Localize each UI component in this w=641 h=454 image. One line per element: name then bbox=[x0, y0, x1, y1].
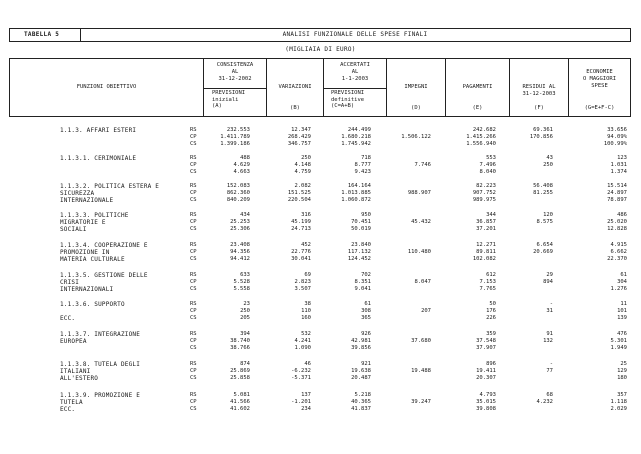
cell-previsioni: 152.083 862.360 840.209 bbox=[226, 183, 250, 203]
cell-residui: 120 8.575 bbox=[536, 212, 553, 225]
cell-variazioni: 452 22.776 30.041 bbox=[291, 242, 311, 262]
table-title-box bbox=[9, 28, 631, 42]
cell-variazioni: 38 110 160 bbox=[301, 301, 311, 321]
row-label: 1.1.3.3. POLITICHE MIGRATORIE E SOCIALI bbox=[60, 212, 129, 233]
cell-variazioni: 137 -1.201 234 bbox=[291, 392, 311, 412]
cell-variazioni: 532 4.241 1.090 bbox=[294, 331, 311, 351]
header-accertati: ACCERTATI AL 1-1-2003 bbox=[340, 62, 370, 82]
cell-impegni: 988.907 bbox=[407, 190, 431, 196]
cell-economie: 25 129 180 bbox=[617, 361, 627, 381]
cell-economie: 486 25.020 12.828 bbox=[607, 212, 627, 232]
row-types: RS CP CS bbox=[190, 212, 197, 232]
cell-impegni: 1.506.122 bbox=[401, 134, 431, 140]
header-variazioni-code: (B) bbox=[290, 105, 300, 111]
cell-economie: 4.915 6.662 22.370 bbox=[607, 242, 627, 262]
cell-economie: 61 304 1.276 bbox=[610, 272, 627, 292]
cell-definitive: 921 19.638 20.487 bbox=[351, 361, 371, 381]
cell-previsioni: 23.408 94.356 94.412 bbox=[230, 242, 250, 262]
cell-definitive: 5.218 40.365 41.837 bbox=[351, 392, 371, 412]
table-subtitle: (MIGLIAIA DI EURO) bbox=[285, 46, 356, 53]
cell-pagamenti: 4.793 35.015 39.808 bbox=[476, 392, 496, 412]
cell-variazioni: 46 -6.232 -5.371 bbox=[291, 361, 311, 381]
table-title: ANALISI FUNZIONALE DELLE SPESE FINALI bbox=[282, 31, 428, 38]
cell-impegni: 39.247 bbox=[411, 399, 431, 405]
cell-definitive: 718 8.777 9.423 bbox=[354, 155, 371, 175]
header-funzioni: FUNZIONI OBIETTIVO bbox=[76, 84, 137, 90]
header-economie: ECONOMIE O MAGGIORI SPESE bbox=[582, 69, 617, 89]
cell-variazioni: 69 2.823 3.507 bbox=[294, 272, 311, 292]
row-types: RS CP CS bbox=[190, 155, 197, 175]
cell-impegni: 45.432 bbox=[411, 219, 431, 225]
cell-variazioni: 316 45.199 24.713 bbox=[291, 212, 311, 232]
cell-pagamenti: 612 7.153 7.765 bbox=[479, 272, 496, 292]
cell-impegni: 110.480 bbox=[407, 249, 431, 255]
cell-residui: 29 894 bbox=[543, 272, 553, 285]
header-pagamenti: PAGAMENTI bbox=[462, 84, 493, 90]
cell-residui: 69.361 170.856 bbox=[529, 127, 553, 140]
cell-pagamenti: 82.223 907.752 989.975 bbox=[472, 183, 496, 203]
cell-impegni: 207 bbox=[421, 308, 431, 314]
cell-previsioni: 633 5.528 5.558 bbox=[233, 272, 250, 292]
cell-definitive: 23.840 117.132 124.452 bbox=[347, 242, 371, 262]
cell-definitive: 61 308 365 bbox=[361, 301, 371, 321]
header-residui: RESIDUI AL 31-12-2003 bbox=[522, 84, 556, 97]
row-types: RS CP CS bbox=[190, 127, 197, 147]
row-label: 1.1.3.4. COOPERAZIONE E PROMOZIONE IN MATERIA CULTURALE bbox=[60, 242, 148, 263]
cell-previsioni: 232.553 1.411.789 1.399.186 bbox=[220, 127, 250, 147]
cell-definitive: 164.164 1.013.885 1.060.872 bbox=[341, 183, 371, 203]
row-types: RS CP CS bbox=[190, 301, 197, 321]
header-consistenza: CONSISTENZA AL 31-12-2002 bbox=[216, 62, 254, 82]
cell-impegni: 19.488 bbox=[411, 368, 431, 374]
cell-previsioni: 874 25.869 25.858 bbox=[230, 361, 250, 381]
cell-economie: 357 1.118 2.029 bbox=[610, 392, 627, 412]
row-types: RS CP CS bbox=[190, 361, 197, 381]
cell-residui: 43 250 bbox=[543, 155, 553, 168]
cell-pagamenti: 12.271 89.811 102.082 bbox=[472, 242, 496, 262]
cell-residui: 68 4.232 bbox=[536, 392, 553, 405]
row-label: 1.1.3.8. TUTELA DEGLI ITALIANI ALL'ESTERO bbox=[60, 361, 141, 382]
cell-pagamenti: 359 37.548 37.907 bbox=[476, 331, 496, 351]
cell-definitive: 950 70.451 50.019 bbox=[351, 212, 371, 232]
cell-previsioni: 5.081 41.566 41.602 bbox=[230, 392, 250, 412]
header-economie-code: (G=E+F-C) bbox=[584, 105, 615, 111]
cell-economie: 33.656 94.09% 100.99% bbox=[603, 127, 627, 147]
cell-economie: 476 5.301 1.949 bbox=[610, 331, 627, 351]
row-types: RS CP CS bbox=[190, 392, 197, 412]
header-impegni: IMPEGNI bbox=[404, 84, 428, 90]
cell-variazioni: 2.082 151.525 220.504 bbox=[287, 183, 311, 203]
row-label: 1.1.3.6. SUPPORTO ECC. bbox=[60, 301, 125, 322]
row-types: RS CP CS bbox=[190, 272, 197, 292]
cell-definitive: 702 8.351 9.041 bbox=[354, 272, 371, 292]
row-label: 1.1.3.2. POLITICA ESTERA E SICUREZZA INTERNAZIONALE bbox=[60, 183, 160, 204]
row-types: RS CP CS bbox=[190, 183, 197, 203]
cell-pagamenti: 553 7.496 8.040 bbox=[479, 155, 496, 175]
cell-impegni: 8.047 bbox=[414, 279, 431, 285]
cell-definitive: 244.499 1.680.218 1.745.942 bbox=[341, 127, 371, 147]
cell-economie: 15.514 24.897 78.897 bbox=[607, 183, 627, 203]
header-impegni-code: (D) bbox=[411, 105, 421, 111]
cell-variazioni: 12.347 268.429 346.757 bbox=[287, 127, 311, 147]
header-previsioni-definitive: PREVISIONI definitive (C=A+B) bbox=[331, 90, 365, 109]
cell-residui: - 31 bbox=[546, 301, 553, 314]
row-label: 1.1.3.7. INTEGRAZIONE EUROPEA bbox=[60, 331, 141, 345]
cell-previsioni: 488 4.629 4.663 bbox=[233, 155, 250, 175]
cell-pagamenti: 242.682 1.415.266 1.556.940 bbox=[466, 127, 496, 147]
cell-residui: 6.654 20.669 bbox=[533, 242, 553, 255]
row-types: RS CP CS bbox=[190, 331, 197, 351]
table-number: TABELLA 5 bbox=[24, 31, 60, 38]
column-header bbox=[9, 58, 631, 117]
row-label: 1.1.3.5. GESTIONE DELLE CRISI INTERNAZIONALI bbox=[60, 272, 148, 293]
cell-pagamenti: 50 176 226 bbox=[486, 301, 496, 321]
cell-impegni: 7.746 bbox=[414, 162, 431, 168]
cell-pagamenti: 896 19.411 20.307 bbox=[476, 361, 496, 381]
cell-economie: 11 101 139 bbox=[617, 301, 627, 321]
cell-economie: 123 1.031 1.374 bbox=[610, 155, 627, 175]
cell-residui: 56.408 81.255 bbox=[533, 183, 553, 196]
row-types: RS CP CS bbox=[190, 242, 197, 262]
cell-pagamenti: 344 36.857 37.201 bbox=[476, 212, 496, 232]
cell-previsioni: 394 38.740 38.766 bbox=[230, 331, 250, 351]
row-label: 1.1.3. AFFARI ESTERI bbox=[60, 127, 137, 134]
header-residui-code: (F) bbox=[534, 105, 544, 111]
cell-impegni: 37.680 bbox=[411, 338, 431, 344]
cell-previsioni: 434 25.253 25.306 bbox=[230, 212, 250, 232]
cell-variazioni: 250 4.148 4.759 bbox=[294, 155, 311, 175]
cell-residui: - 77 bbox=[546, 361, 553, 374]
cell-residui: 91 132 bbox=[543, 331, 553, 344]
header-previsioni-iniziali: PREVISIONI iniziali (A) bbox=[212, 90, 246, 109]
header-variazioni: VARIAZIONI bbox=[278, 84, 312, 90]
row-label: 1.1.3.1. CERIMONIALE bbox=[60, 155, 137, 162]
cell-previsioni: 23 250 205 bbox=[240, 301, 250, 321]
cell-definitive: 926 42.981 39.856 bbox=[351, 331, 371, 351]
header-pagamenti-code: (E) bbox=[472, 105, 483, 111]
row-label: 1.1.3.9. PROMOZIONE E TUTELA ECC. bbox=[60, 392, 141, 413]
